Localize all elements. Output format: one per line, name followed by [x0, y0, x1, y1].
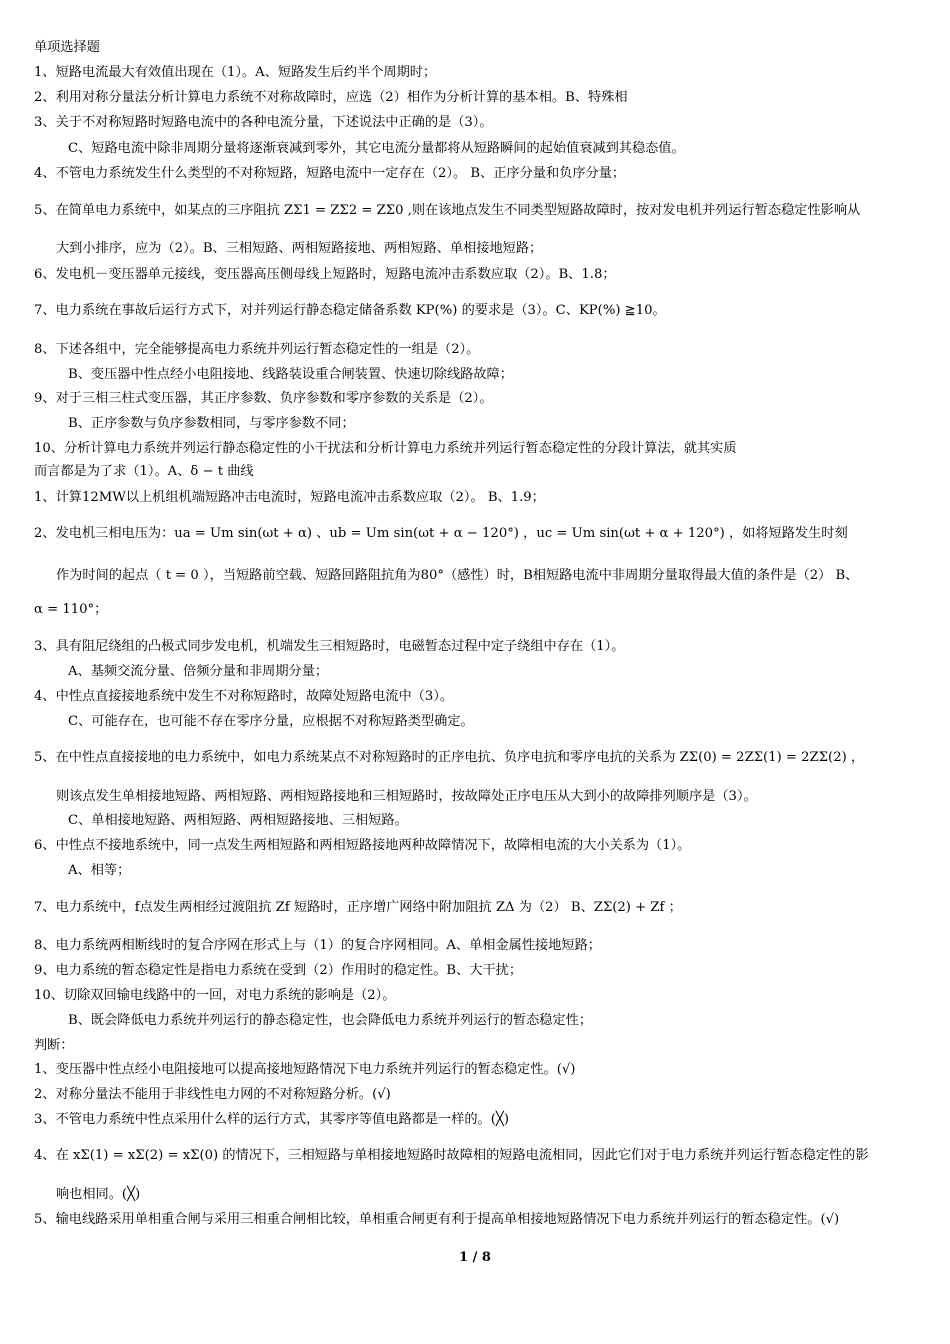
text-line: 10、切除双回输电线路中的一回，对电力系统的影响是（2）。: [34, 988, 396, 1003]
text-line: 4、中性点直接接地系统中发生不对称短路时，故障处短路电流中（3）。: [34, 689, 453, 704]
text-line: 6、发电机－变压器单元接线，变压器高压侧母线上短路时，短路电流冲击系数应取（2）。B、1.8；: [34, 267, 616, 282]
text-line: 7、电力系统中，f点发生两相经过渡阻抗 Zf 短路时，正序增广网络中附加阻抗 ZΔ 为（2） B、ZΣ(2) + Zf ；: [34, 900, 682, 915]
text-line: B、既会降低电力系统并列运行的静态稳定性，也会降低电力系统并列运行的暂态稳定性；: [68, 1013, 592, 1028]
text-line: 8、下述各组中，完全能够提高电力系统并列运行暂态稳定性的一组是（2）。: [34, 342, 480, 357]
text-line: 3、不管电力系统中性点采用什么样的运行方式，其零序等值电路都是一样的。(╳): [34, 1112, 509, 1127]
text-line: 2、利用对称分量法分析计算电力系统不对称故障时，应选（2）相作为分析计算的基本相。B、特殊相: [34, 90, 628, 105]
text-line: 5、输电线路采用单相重合闸与采用三相重合闸相比较，单相重合闸更有利于提高单相接地短路情况下电力系统并列运行的暂态稳定性。(√): [34, 1212, 840, 1227]
text-line: 2、发电机三相电压为：ua = Um sin(ωt + α) 、ub = Um sin(ωt + α − 120°) ，uc = Um sin(ωt + α + 120°) ，如将短路发生时刻: [34, 526, 848, 541]
text-line: 5、在中性点直接接地的电力系统中，如电力系统某点不对称短路时的正序电抗、负序电抗和零序电抗的关系为 ZΣ(0) = 2ZΣ(1) = 2ZΣ(2) ，: [34, 750, 865, 765]
text-line: 1、变压器中性点经小电阻接地可以提高接地短路情况下电力系统并列运行的暂态稳定性。(√): [34, 1062, 576, 1077]
text-line: 4、不管电力系统发生什么类型的不对称短路，短路电流中一定存在（2）。 B、正序分量和负序分量；: [34, 166, 626, 181]
text-line: 作为时间的起点（ t = 0 ），当短路前空载、短路回路阻抗角为80°（感性）时，B相短路电流中非周期分量取得最大值的条件是（2） B、: [56, 568, 859, 583]
section-heading-judgement: 判断：: [34, 1038, 74, 1053]
text-line: A、基频交流分量、倍频分量和非周期分量；: [68, 664, 329, 679]
text-line: 9、对于三相三柱式变压器，其正序参数、负序参数和零序参数的关系是（2）。: [34, 391, 493, 406]
text-line: 8、电力系统两相断线时的复合序网在形式上与（1）的复合序网相同。A、单相金属性接地短路；: [34, 938, 601, 953]
text-line: 大到小排序，应为（2）。B、三相短路、两相短路接地、两相短路、单相接地短路；: [56, 241, 543, 256]
section-heading-single-choice: 单项选择题: [34, 40, 100, 55]
text-line: C、可能存在，也可能不存在零序分量，应根据不对称短路类型确定。: [68, 714, 474, 729]
text-line: 9、电力系统的暂态稳定性是指电力系统在受到（2）作用时的稳定性。B、大干扰；: [34, 963, 523, 978]
text-line: 4、在 xΣ(1) = xΣ(2) = xΣ(0) 的情况下，三相短路与单相接地短路时故障相的短路电流相同，因此它们对于电力系统并列运行暂态稳定性的影: [34, 1148, 869, 1163]
text-line: B、正序参数与负序参数相同，与零序参数不同；: [68, 416, 355, 431]
text-line: 10、分析计算电力系统并列运行静态稳定性的小干扰法和分析计算电力系统并列运行暂态稳定性的分段计算法，就其实质: [34, 441, 737, 456]
text-line: 5、在简单电力系统中，如某点的三序阻抗 ZΣ1 = ZΣ2 = ZΣ0 ,则在该地点发生不同类型短路故障时，按对发电机并列运行暂态稳定性影响从: [34, 203, 861, 218]
text-line: 6、中性点不接地系统中，同一点发生两相短路和两相短路接地两种故障情况下，故障相电流的大小关系为（1）。: [34, 838, 691, 853]
text-line: 响也相同。(╳): [56, 1187, 141, 1202]
text-line: C、单相接地短路、两相短路、两相短路接地、三相短路。: [68, 813, 408, 828]
text-line: 1、计算12MW以上机组机端短路冲击电流时，短路电流冲击系数应取（2）。 B、1.9；: [34, 490, 545, 505]
text-line: A、相等；: [68, 863, 131, 878]
text-line: C、短路电流中除非周期分量将逐渐衰减到零外，其它电流分量都将从短路瞬间的起始值衰减到其稳态值。: [68, 141, 685, 156]
text-line: 3、具有阻尼绕组的凸极式同步发电机，机端发生三相短路时，电磁暂态过程中定子绕组中存在（1）。: [34, 639, 625, 654]
text-line: 而言都是为了求（1）。A、δ − t 曲线: [34, 464, 254, 479]
text-line: 2、对称分量法不能用于非线性电力网的不对称短路分析。(√): [34, 1087, 391, 1102]
text-line: 7、电力系统在事故后运行方式下，对并列运行静态稳定储备系数 KP(%) 的要求是（3）。C、KP(%) ≧10。: [34, 303, 666, 318]
text-line: B、变压器中性点经小电阻接地、线路装设重合闸装置、快速切除线路故障；: [68, 367, 513, 382]
text-line: 3、关于不对称短路时短路电流中的各种电流分量，下述说法中正确的是（3）。: [34, 115, 493, 130]
text-line: α = 110°；: [34, 602, 108, 617]
text-line: 则该点发生单相接地短路、两相短路、两相短路接地和三相短路时，按故障处正序电压从大到小的故障排列顺序是（3）。: [56, 789, 757, 804]
page-number: 1 / 8: [459, 1250, 491, 1265]
text-line: 1、短路电流最大有效值出现在（1）。A、短路发生后约半个周期时；: [34, 65, 437, 80]
